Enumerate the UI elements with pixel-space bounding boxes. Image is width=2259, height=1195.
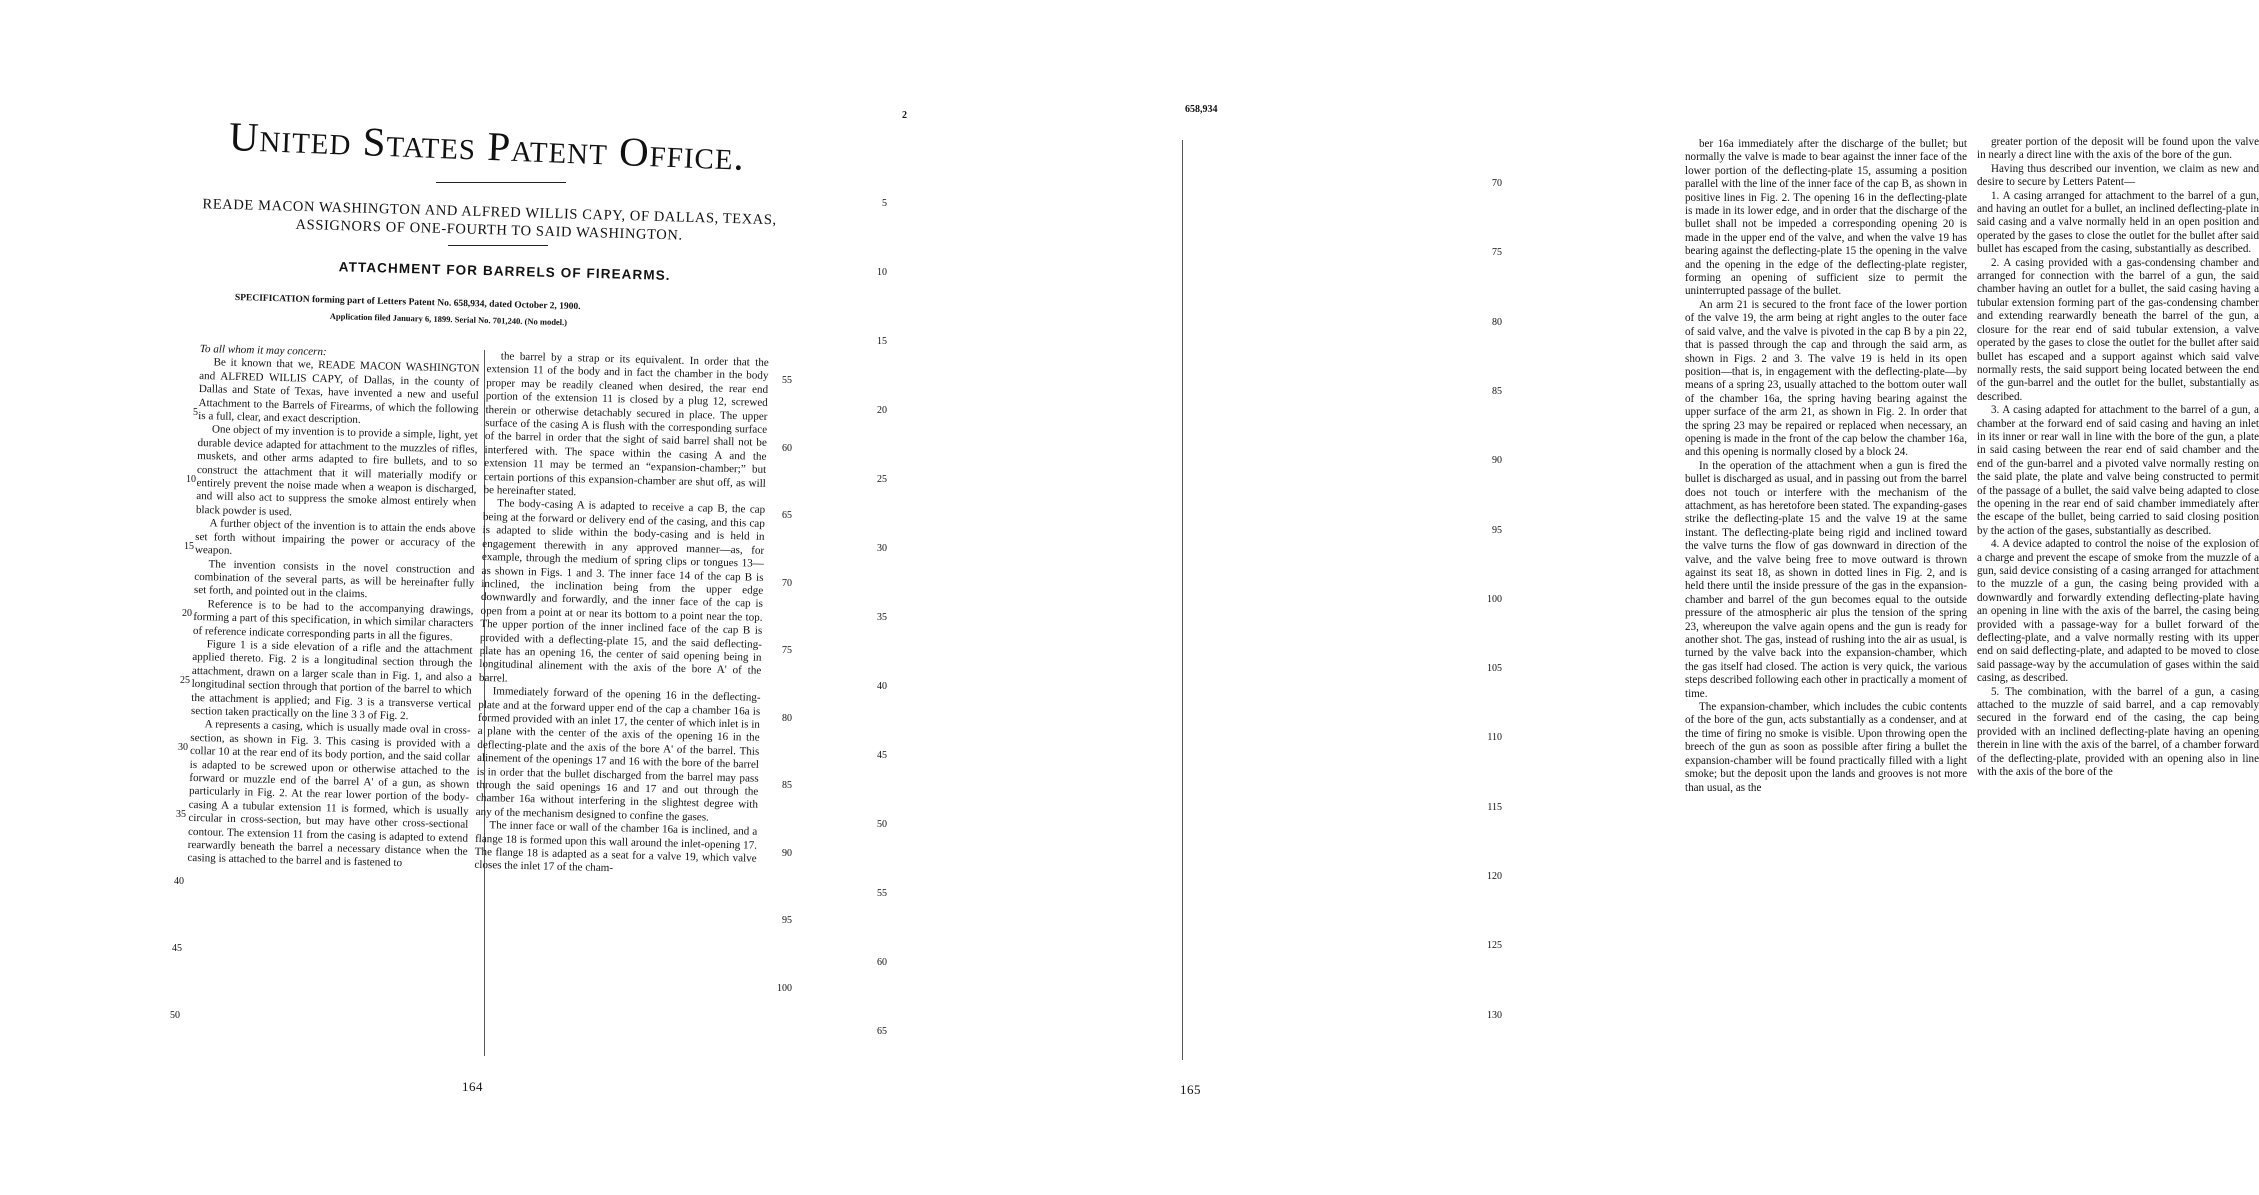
paragraph: Figure 1 is a side elevation of a rifle and the attachment applied thereto. Fig. 2 is a longitudinal section through the attachment, drawn on a larger scale than in Fig. 1, and also a longitudinal section through that portion of the barrel to which the attachment is applied; and Fig. 3 is a transverse vertical section taken practically on the line 3 3 of Fig. 2.	[190, 638, 473, 723]
line-number: 80	[1492, 316, 1502, 328]
left-page-column-2	[470, 350, 769, 1063]
line-number: 50	[877, 819, 887, 830]
line-number: 95	[782, 915, 792, 926]
line-number: 125	[1487, 940, 1502, 952]
line-number: 15	[877, 336, 887, 347]
line-number: 60	[782, 442, 792, 454]
line-number: 65	[877, 1026, 887, 1037]
line-number: 85	[1492, 385, 1502, 397]
line-number: 120	[1487, 871, 1502, 882]
inventors-heading: READE MACON WASHINGTON AND ALFRED WILLIS CAPY, OF DALLAS, TEXAS, ASSIGNORS OF ONE-FOURTH TO SAID WASHINGTON.	[202, 196, 777, 244]
line-number: 20	[877, 405, 887, 416]
line-number: 110	[1487, 732, 1502, 744]
line-number: 90	[1492, 455, 1502, 467]
paragraph: In the operation of the attachment when a gun is fired the bullet is discharged as usual, and in passing out from the barrel does not touch or interfere with the mechanism of the attachment, as has heretofore been stated. The expanding-gases strike the deflecting-plate 15 and the valve 19 at the same instant. The deflecting-plate being rigid and inclined toward the valve turns the flow of gas downward in direction of the valve, and the valve being free to move outward is thrown against its seat 18, as shown in dotted lines in Fig. 2, and is held there until the inside pressure of the gas in the expansion-chamber and barrel of the gun becomes equal to the outside pressure of the atmospheric air plus the tension of the spring 23, whereupon the valve again opens and the gun is ready for another shot. The gas, instead of rushing into the air as usual, is turned by the valve back into the expansion-chamber, which the gas itself had closed. The action is very quick, the various steps described following each other in practically a moment of time.	[1685, 459, 1967, 700]
line-number: 70	[782, 577, 792, 589]
line-number: 30	[178, 742, 188, 753]
title-rule	[436, 182, 566, 183]
line-number: 75	[782, 645, 792, 656]
right-page-column-1	[1685, 138, 1967, 1061]
line-number: 15	[184, 541, 194, 552]
paragraph: 3. A casing adapted for attachment to the barrel of a gun, a chamber at the forward end of said casing and having an inlet in its inner or rear wall in line with the bore of the gun, a plate in said casing between the rear end of said chamber and the end of the gun-barrel and a pivoted valve normally resting on the said plate, the plate and valve being constructed to permit of the passage of a bullet, the said valve being adapted to close the opening in the rear end of said chamber immediately after the escape of the bullet, being carried to said closing position by the action of the gases, substantially as described.	[1977, 404, 2259, 537]
line-number: 35	[176, 809, 186, 820]
line-number: 25	[877, 474, 887, 485]
line-number: 50	[170, 1010, 180, 1021]
line-number: 40	[877, 681, 887, 692]
line-number: 75	[1492, 247, 1502, 259]
paragraph: An arm 21 is secured to the front face of the lower portion of the valve 19, the arm being at right angles to the outer face of said valve, and the valve is pivoted in the cap B by a pin 22, that is passed through the cap and through the said arm, as shown in Figs. 2 and 3. The valve 19 is held in its open position—that is, in engagement with the deflecting-plate—by means of a spring 23, usually attached to the bottom outer wall of the chamber 16a, the spring having bearing against the upper surface of the arm 21, as shown in Fig. 2. In order that the spring 23 may be repaired or replaced when necessary, an opening is made in the front of the cap below the chamber 16a, and this opening is normally closed by a block 24.	[1685, 298, 1967, 459]
paragraph: ber 16a immediately after the discharge of the bullet; but normally the valve is made to bear against the inner face of the lower portion of the deflecting-plate 15, assuming a position parallel with the line of the inner face of the cap B, as shown in positive lines in Fig. 2. The opening 16 in the deflecting-plate is made in its lower edge, and in order that the discharge of the bullet shall not be impeded a corresponding opening 20 is made in the upper end of the valve, and when the valve 19 has bearing against the deflecting-plate 15 the opening in the valve and the opening in the edge of the deflecting-plate register, forming an opening of sufficient size to permit the uninterrupted passage of the bullet.	[1685, 138, 1967, 298]
inventors-rule	[448, 245, 548, 246]
line-number: 30	[877, 543, 887, 554]
line-number: 65	[782, 510, 792, 521]
paragraph: Having thus described our invention, we claim as new and desire to secure by Letters Patent—	[1977, 162, 2259, 189]
paragraph: 5. The combination, with the barrel of a gun, a casing attached to the muzzle of said barrel, and a cap removably secured in the forward end of the casing, the cap being provided with an inclined deflecting-plate having an opening therein in line with the axis of the barrel, of a chamber forward of the deflecting-plate, provided with an opening also in line with the axis of the bore of the	[1977, 685, 2259, 779]
page-number-165: 165	[1180, 1082, 1201, 1097]
line-number: 90	[782, 847, 792, 859]
line-number: 45	[877, 750, 887, 761]
line-number: 130	[1487, 1009, 1502, 1021]
paragraph: To all whom it may concern:	[199, 343, 327, 359]
page-number-164: 164	[462, 1079, 483, 1094]
line-number: 10	[186, 474, 196, 485]
line-number: 80	[782, 712, 792, 724]
paragraph: The inner face or wall of the chamber 16a is inclined, and a flange 18 is formed upon this wall around the inlet-opening 17. The flange 18 is adapted as a seat for a valve 19, which valve closes the inlet 17 of the cham-	[474, 819, 758, 875]
line-number: 105	[1487, 663, 1502, 675]
right-page-column-2	[1977, 136, 2259, 1061]
line-number: 25	[180, 675, 190, 686]
line-number: 55	[782, 375, 792, 386]
right-page	[790, 0, 2259, 1195]
patent-office-title: United States Patent Office.	[228, 112, 746, 179]
line-number: 5	[882, 198, 887, 209]
paragraph: greater portion of the deposit will be found upon the valve in nearly a direct line with the axis of the bore of the gun.	[1977, 136, 2259, 162]
line-number: 55	[877, 888, 887, 899]
line-number: 20	[182, 608, 192, 619]
paragraph: The invention consists in the novel construction and combination of the several parts, as will be hereinafter fully set forth, and pointed out in the claims.	[193, 557, 475, 601]
line-number: 100	[777, 982, 792, 994]
left-page-column-1	[183, 343, 480, 1058]
paragraph: Be it known that we, READE MACON WASHINGTON and ALFRED WILLIS CAPY, of Dallas, in the county of Dallas and State of Texas, have invented a new and useful Attachment to the Barrels of Firearms, of which the following is a full, clear, and exact description.	[198, 356, 480, 426]
paragraph: 4. A device adapted to control the noise of the explosion of a charge and prevent the escape of smoke from the muzzle of a gun, said device consisting of a casing arranged for attachment to the muzzle of a gun, the casing being provided with a downwardly and forwardly extending deflecting-plate having an opening in line with the axis of the barrel, the casing being provided with a passage-way for a bullet forward of the deflecting-plate, and a valve normally resting with its upper end on said deflecting-plate, and adapted to be moved to close said passage-way by the accumulation of gases within the said casing, as described.	[1977, 538, 2259, 685]
line-number: 40	[174, 876, 184, 887]
paragraph: 1. A casing arranged for attachment to the barrel of a gun, and having an outlet for a bullet, an inclined deflecting-plate in said casing and a valve normally held in an open position and operated by the gases to close the outlet for the bullet after said bullet has escaped from the casing, substantially as described.	[1977, 189, 2259, 256]
paragraph: One object of my invention is to provide a simple, light, yet durable device adapted for attachment to the muzzles of rifles, muskets, and other arms adapted to fire bullets, and to so construct the attachment that it will materially modify or entirely prevent the noise made when a weapon is discharged, and will also act to suppress the smoke almost entirely when black powder is used.	[195, 423, 478, 519]
paragraph: A further object of the invention is to attain the ends above set forth without impairing the power or accuracy of the weapon.	[194, 517, 476, 557]
invention-title: ATTACHMENT FOR BARRELS OF FIREARMS.	[338, 259, 671, 283]
line-number: 100	[1487, 593, 1502, 605]
paragraph: A represents a casing, which is usually made oval in cross-section, as shown in Fig. 3. This casing is provided with a collar 10 at the rear end of its body portion, and the said collar is adapted to be screwed upon or otherwise attached to the forward or muzzle end of the barrel A' of a gun, as shown particularly in Fig. 2. At the rear lower portion of the body-casing A a tubular extension 11 is formed, which is usually circular in cross-section, but may have other cross-sectional contour. The extension 11 from the casing is adapted to extend rearwardly beneath the barrel a necessary distance when the casing is attached to the barrel and is fastened to	[187, 718, 471, 870]
specification-line: SPECIFICATION forming part of Letters Patent No. 658,934, dated October 2, 1900.	[234, 293, 581, 313]
left-page	[0, 0, 790, 1195]
paragraph: Immediately forward of the opening 16 in the deflecting-plate and at the forward upper end of the cap a chamber 16a is formed provided with an inlet 17, the center of which inlet is in a plane with the center of the axis of the opening 16 in the deflecting-plate and the axis of the bore A' of the barrel. This alinement of the openings 17 and 16 with the bore of the barrel is in order that the bullet discharged from the barrel may pass through the said openings 16 and 17 and out through the chamber 16a without interfering in the slightest degree with any of the mechanism designed to confine the gases.	[475, 685, 761, 824]
line-number: 45	[172, 943, 182, 954]
line-number: 5	[193, 407, 198, 418]
header-left-mark: 2	[902, 110, 907, 121]
line-number: 95	[1492, 524, 1502, 536]
line-number: 85	[782, 780, 792, 791]
paragraph: The body-casing A is adapted to receive a cap B, the cap being at the forward or delivery end of the casing, and this cap is adapted to slide within the body-casing and is held in engagement therewith in any approved manner—as, for example, through the medium of spring clips or tongues 13—as shown in Figs. 1 and 3. The inner face 14 of the cap B is inclined, the inclination being from the upper edge downwardly and forwardly, and the inner face of the cap is open from a point at or near its bottom to a point near the top. The upper portion of the inner inclined face of the cap B is provided with a deflecting-plate 15, and the said deflecting-plate has an opening 16, the center of said opening being in longitudinal alinement with the axis of the bore A' of the barrel.	[478, 497, 766, 685]
paragraph: The expansion-chamber, which includes the cubic contents of the bore of the gun, acts substantially as a condenser, and at the time of firing no smoke is visible. Upon throwing open the breech of the gun as soon as possible after firing a bullet the expansion-chamber will be found practically filled with a light smoke; but the deposit upon the lands and grooves is not more than usual, as the	[1685, 701, 1967, 794]
paragraph: 2. A casing provided with a gas-condensing chamber and arranged for connection with the barrel of a gun, the said chamber having an outlet for a bullet, the said casing having a tubular extension forming part of the gas-condensing chamber and extending rearwardly beneath the barrel of the gun, a closure for the rear end of said tubular extension, a valve operated by the gases to close the outlet for the bullet after said bullet has escaped and a support against which said valve normally rests, the said support being located between the end of the gun-barrel and the outlet for the bullet, substantially as described.	[1977, 256, 2259, 403]
paragraph: the barrel by a strap or its equivalent. In order that the extension 11 of the body and in fact the chamber in the body proper may be readily cleaned when desired, the rear end portion of the extension 11 is closed by a plug 12, screwed therein or otherwise detachably secured in place. The upper surface of the casing A is flush with the corresponding surface of the barrel in order that the sight of said barrel shall not be interfered with. The space within the casing A and the extension 11 may be termed an “expansion-chamber;” but certain portions of this expansion-chamber are shut off, as will be hereinafter stated.	[483, 350, 769, 499]
line-number: 70	[1492, 178, 1502, 189]
right-page-column-divider	[1182, 140, 1183, 1060]
paragraph: Reference is to be had to the accompanying drawings, forming a part of this specification, in which similar characters of reference indicate corresponding parts in all the figures.	[192, 597, 474, 643]
application-line: Application filed January 6, 1899. Serial No. 701,240. (No model.)	[329, 311, 568, 328]
line-number: 35	[877, 612, 887, 623]
patent-number-header: 658,934	[1185, 104, 1218, 115]
line-number: 115	[1487, 801, 1502, 813]
line-number: 60	[877, 957, 887, 968]
line-number: 10	[877, 267, 887, 278]
